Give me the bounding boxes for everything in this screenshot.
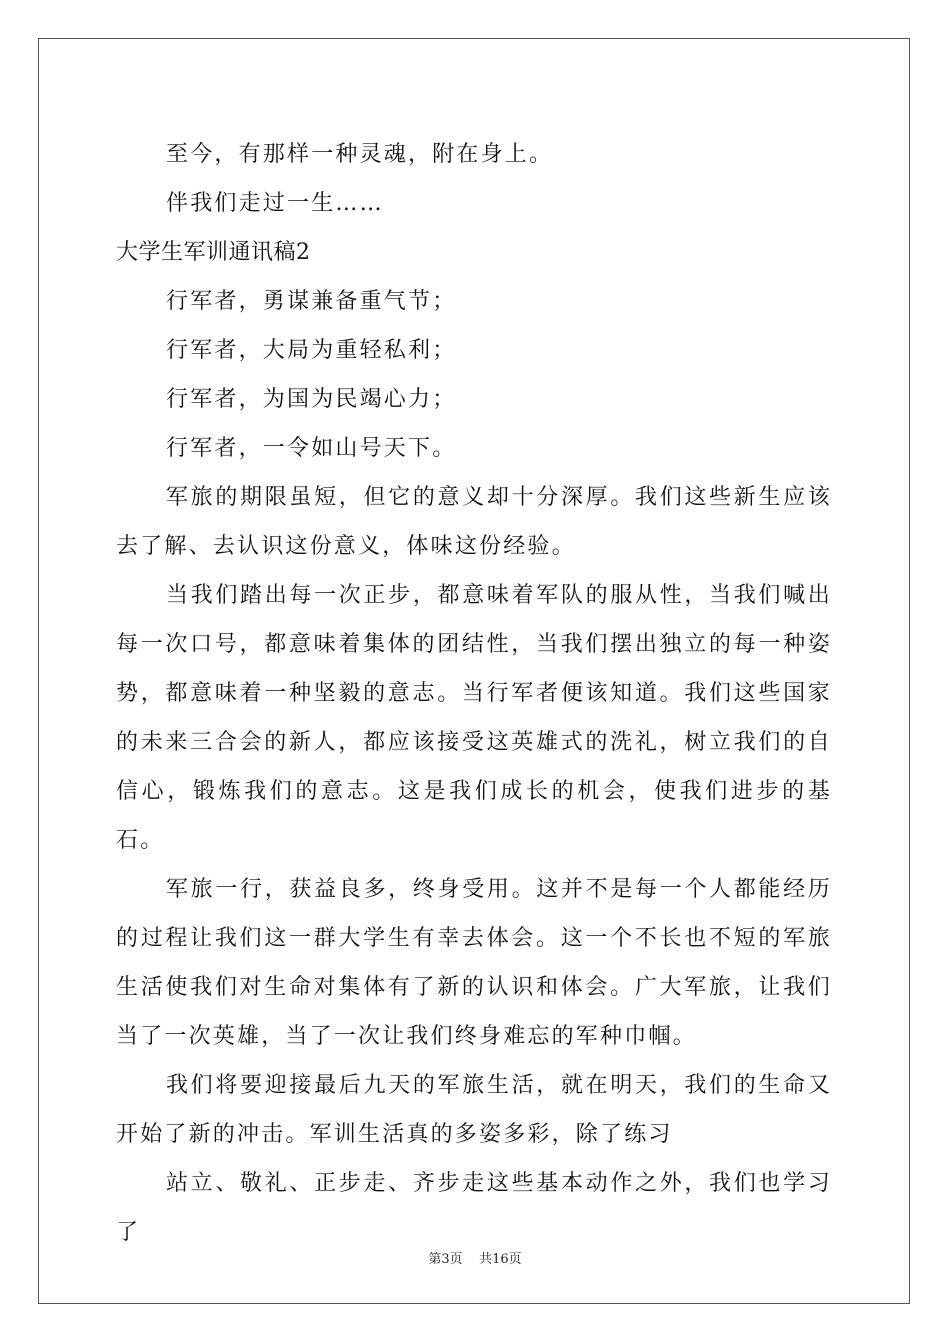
paragraph: 行军者，一令如山号天下。 xyxy=(166,436,457,461)
paragraph: 站立、敬礼、正步走、齐步走这些基本动作之外，我们也学习了 xyxy=(116,1171,832,1245)
paragraph: 行军者，大局为重轻私利； xyxy=(166,338,457,363)
page-number: 第3页 xyxy=(428,1252,463,1267)
paragraph: 我们将要迎接最后九天的军旅生活，就在明天，我们的生命又开始了新的冲击。军训生活真的多姿多彩，除了练习 xyxy=(116,1073,832,1147)
paragraph: 军旅的期限虽短，但它的意义却十分深厚。我们这些新生应该去了解、去认识这份意义，体味这份经验。 xyxy=(116,485,832,559)
paragraph: 伴我们走过一生…… xyxy=(166,191,384,216)
page-total: 共16页 xyxy=(479,1252,522,1267)
page-footer xyxy=(0,1248,950,1267)
paragraph: 军旅一行，获益良多，终身受用。这并不是每一个人都能经历的过程让我们这一群大学生有幸去体会。这一个不长也不短的军旅生活使我们对生命对集体有了新的认识和体会。广大军旅，让我们当了一次英雄，当了一次让我们终身难忘的军种巾帼。 xyxy=(116,877,832,1049)
document-body xyxy=(116,130,832,1257)
paragraph: 至今，有那样一种灵魂，附在身上。 xyxy=(166,142,554,167)
section-heading: 大学生军训通讯稿2 xyxy=(116,240,311,265)
paragraph: 行军者，勇谋兼备重气节； xyxy=(166,289,457,314)
paragraph: 行军者，为国为民竭心力； xyxy=(166,387,457,412)
paragraph: 当我们踏出每一次正步，都意味着军队的服从性，当我们喊出每一次口号，都意味着集体的团结性，当我们摆出独立的每一种姿势，都意味着一种坚毅的意志。当行军者便该知道。我们这些国家的未来三合会的新人，都应该接受这英雄式的洗礼，树立我们的自信心，锻炼我们的意志。这是我们成长的机会，使我们进步的基石。 xyxy=(116,583,832,853)
